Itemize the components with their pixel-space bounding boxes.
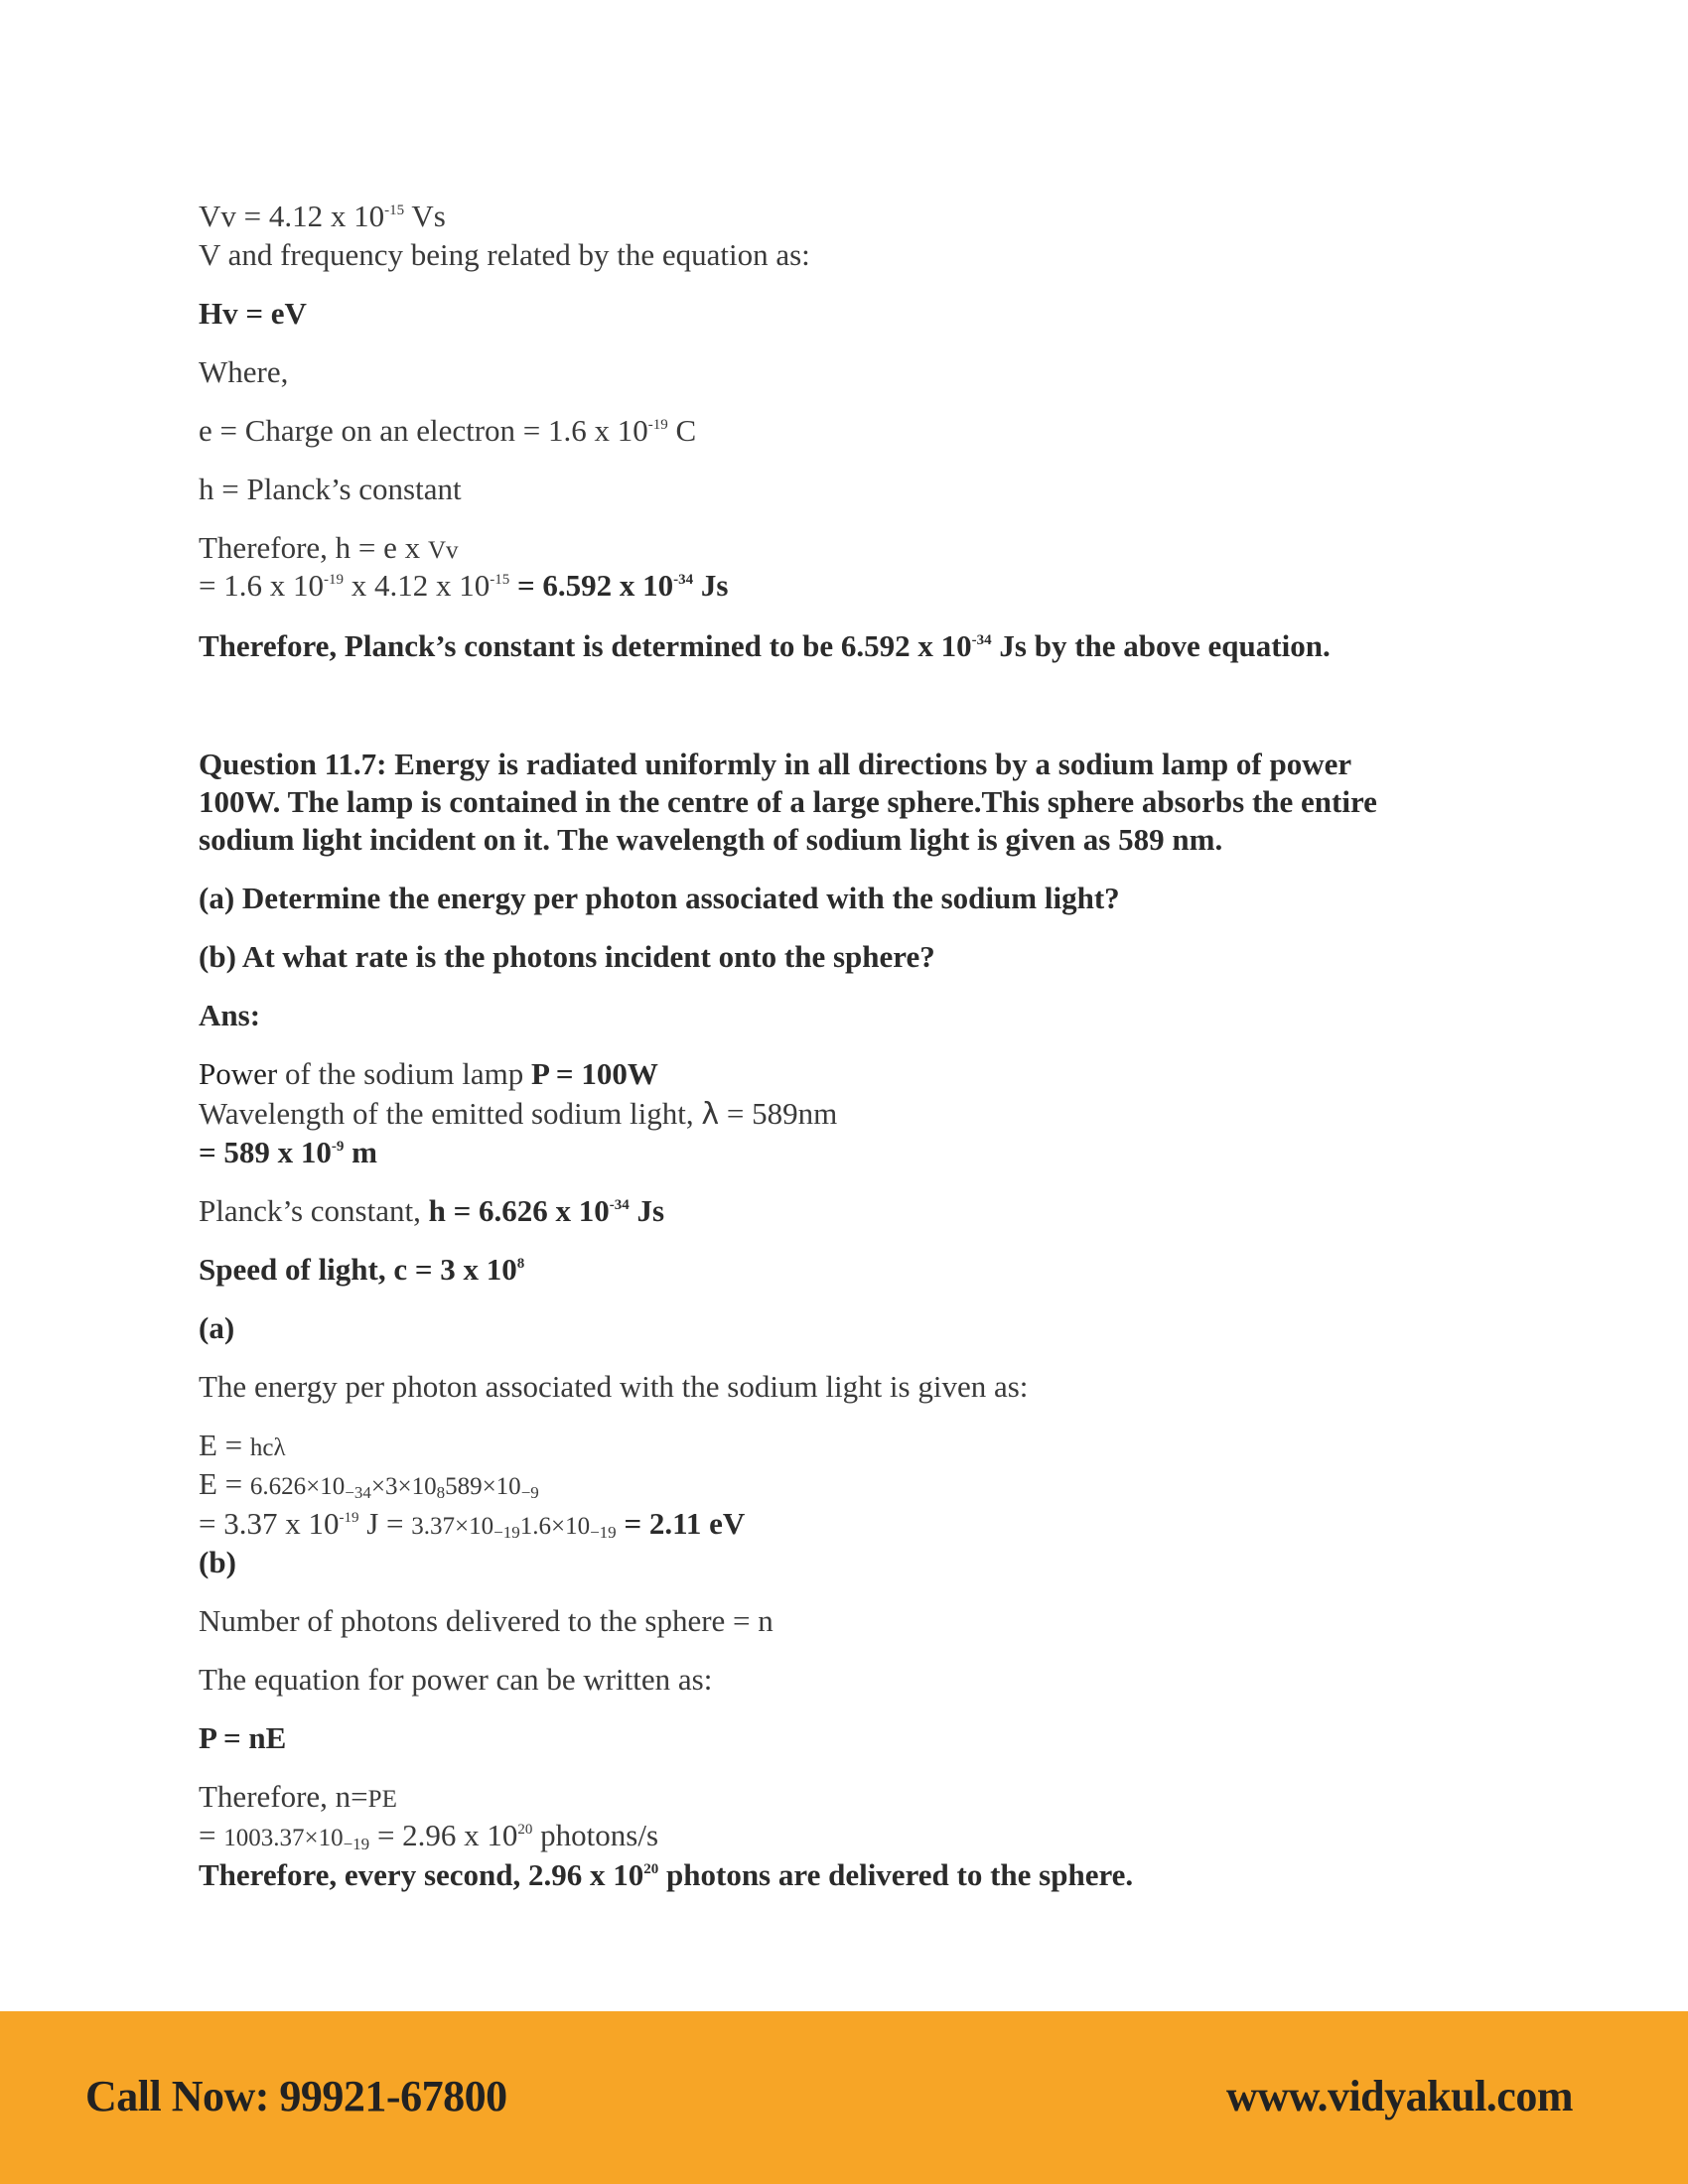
text: of the sodium lamp [277, 1056, 531, 1091]
subscript: −34 [345, 1483, 371, 1502]
text: Power [199, 1056, 278, 1091]
question-part-a: (a) Determine the energy per photon associated with the sodium light? [199, 881, 1120, 915]
text: Therefore, Planck’s constant is determined to be 6.592 x 10 [199, 628, 972, 663]
text-line-calc [199, 567, 728, 605]
text: E = [199, 1428, 250, 1462]
text: = 589nm [719, 1096, 838, 1131]
website-link[interactable]: www.vidyakul.com [1226, 2072, 1573, 2120]
text-line-therefore-h [199, 529, 459, 570]
text-line-wavelength-m [199, 1134, 377, 1171]
lambda-symbol: λ [701, 1097, 720, 1132]
subscript: −19 [343, 1835, 370, 1853]
text: Vv [427, 537, 459, 564]
text: Js [693, 568, 729, 603]
text: C [667, 413, 697, 448]
superscript: 20 [517, 1822, 533, 1838]
text-line-power [199, 1055, 658, 1093]
superscript: -15 [490, 572, 510, 588]
text: Therefore, n= [199, 1779, 368, 1814]
final-conclusion [199, 1856, 1133, 1894]
superscript: -15 [384, 203, 405, 218]
superscript: 20 [643, 1861, 659, 1877]
text: photons are delivered to the sphere. [658, 1857, 1134, 1892]
text: 1.6×10 [519, 1513, 591, 1540]
text: ×3×10 [370, 1473, 437, 1500]
superscript: -19 [323, 572, 344, 588]
text: Therefore, h = e x [199, 530, 428, 565]
text: 6.626×10 [249, 1473, 346, 1500]
text: Speed of light, c = 3 x 10 [199, 1252, 517, 1287]
text: Js by the above equation. [991, 628, 1331, 663]
text: Vv = 4.12 x 10 [199, 199, 385, 233]
text: = [199, 1818, 224, 1852]
equation-e-result [199, 1505, 745, 1546]
footer-banner [0, 2011, 1688, 2184]
text: = 589 x 10 [199, 1135, 332, 1169]
subscript: −19 [493, 1523, 520, 1542]
call-now-text[interactable]: Call Now: 99921-67800 [85, 2072, 507, 2120]
text-line: V and frequency being related by the equation as: [199, 237, 810, 272]
text: Js [629, 1193, 665, 1228]
text-line-n [199, 1778, 397, 1819]
text: = 2.96 x 10 [369, 1818, 518, 1852]
text-line: Where, [199, 354, 289, 389]
text: P = 100W [530, 1056, 658, 1091]
text: 589×10 [445, 1473, 521, 1500]
text: 3.37×10 [411, 1513, 494, 1540]
question-part-b: (b) At what rate is the photons incident onto the sphere? [199, 939, 935, 974]
text: 1003.37×10 [223, 1825, 344, 1851]
text: = 1.6 x 10 [199, 568, 324, 603]
text: Therefore, every second, 2.96 x 10 [199, 1857, 644, 1892]
text-line: h = Planck’s constant [199, 472, 462, 506]
text: Planck’s constant, [199, 1193, 429, 1228]
equation-e-values [199, 1465, 539, 1506]
superscript: -9 [331, 1139, 345, 1155]
text: hcλ [249, 1434, 286, 1461]
text: = 2.11 eV [616, 1506, 746, 1541]
superscript: -19 [647, 417, 668, 433]
subscript: 8 [436, 1483, 446, 1502]
text: J = [358, 1506, 412, 1541]
text: photons/s [532, 1818, 659, 1852]
equation-e-hc [199, 1427, 286, 1467]
text: PE [367, 1786, 397, 1813]
equation-p-ne: P = nE [199, 1720, 287, 1755]
text: e = Charge on an electron = 1.6 x 10 [199, 413, 648, 448]
text: = 3.37 x 10 [199, 1506, 340, 1541]
text-line: The equation for power can be written as: [199, 1662, 713, 1697]
part-a-label: (a) [199, 1310, 235, 1345]
answer-label: Ans: [199, 998, 261, 1032]
text: Vs [404, 199, 446, 233]
text: h = 6.626 x 10 [428, 1193, 610, 1228]
conclusion-line [199, 627, 1331, 665]
text: = 6.592 x 10 [509, 568, 674, 603]
superscript: -34 [971, 632, 992, 648]
text-line-speed [199, 1251, 524, 1289]
text-line-wavelength [199, 1095, 837, 1134]
superscript: -19 [339, 1510, 359, 1526]
text: m [344, 1135, 377, 1169]
text-line-charge [199, 412, 696, 450]
text: E = [199, 1466, 250, 1501]
text-line-planck [199, 1192, 664, 1230]
text-line: Number of photons delivered to the sphere = n [199, 1603, 774, 1638]
question-heading: Question 11.7: Energy is radiated uniformly in all directions by a sodium lamp of power [199, 747, 1352, 781]
equation-hv-ev: Hv = eV [199, 296, 307, 331]
part-b-label: (b) [199, 1545, 236, 1579]
superscript: -34 [609, 1197, 630, 1213]
superscript: -34 [673, 572, 694, 588]
subscript: −19 [590, 1523, 617, 1542]
question-text: 100W. The lamp is contained in the centre of a large sphere.This sphere absorbs the entire [199, 784, 1377, 819]
text: x 4.12 x 10 [343, 568, 491, 603]
text-line-vv [199, 198, 446, 235]
text-line-n-result [199, 1817, 658, 1857]
subscript: −9 [520, 1483, 539, 1502]
superscript: 8 [516, 1256, 525, 1272]
text-line: The energy per photon associated with the sodium light is given as: [199, 1369, 1029, 1404]
text: Wavelength of the emitted sodium light, [199, 1096, 702, 1131]
question-text: sodium light incident on it. The wavelength of sodium light is given as 589 nm. [199, 822, 1223, 857]
